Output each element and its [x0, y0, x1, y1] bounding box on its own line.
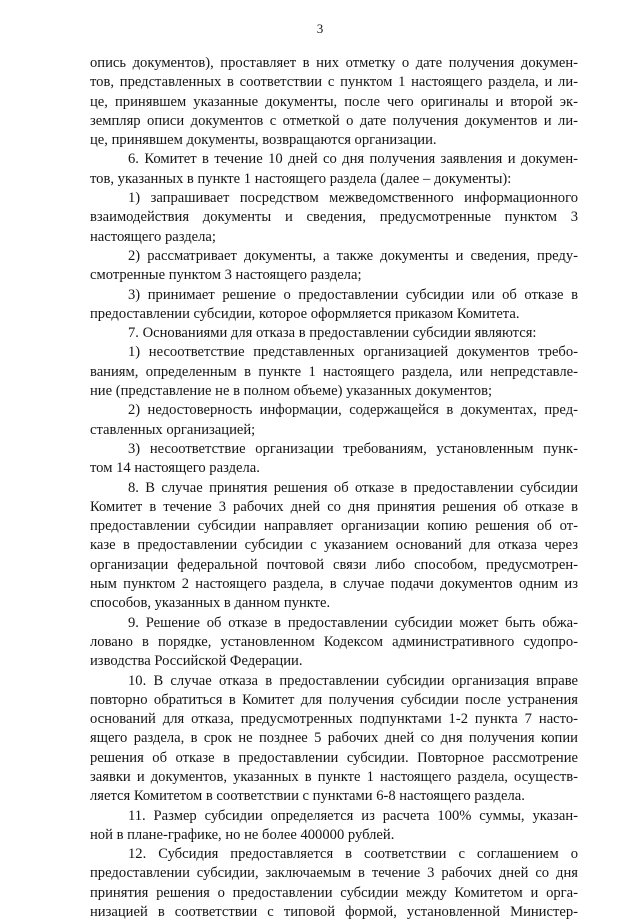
text-line: 7. Основаниями для отказа в предоставлении субсидии являются:: [128, 325, 537, 342]
paragraph: [90, 54, 578, 150]
page-number: 3: [316, 21, 324, 36]
paragraph: [90, 845, 578, 922]
text-line: тов, указанных в пункте 1 настоящего раздела (далее – документы):: [90, 170, 512, 187]
text-line: том 14 настоящего раздела.: [90, 460, 260, 477]
text-line: ставленных организацией;: [90, 421, 256, 438]
paragraph: [90, 807, 578, 846]
text-line: 1) запрашивает посредством межведомственного информационного: [128, 190, 578, 207]
text-line: ловано в порядке, установленном Кодексом административного судопро-: [90, 633, 578, 650]
text-line: взаимодействия документы и сведения, предусмотренные пунктом 3: [90, 209, 578, 226]
text-line: 1) несоответствие представленных организацией документов требо-: [128, 344, 578, 361]
text-line: ной в плане-графике, но не более 400000 рублей.: [90, 826, 395, 843]
text-line: 6. Комитет в течение 10 дней со дня получения заявления и докумен-: [128, 151, 578, 168]
text-line: ляется Комитетом в соответствии с пунктами 6-8 настоящего раздела.: [90, 788, 525, 805]
text-line: ваниям, определенным в пункте 1 настоящего раздела, или непредставле-: [90, 363, 578, 380]
text-line: 2) рассматривает документы, а также документы и сведения, преду-: [128, 247, 578, 264]
text-line: смотренные пунктом 3 настоящего раздела;: [90, 267, 362, 284]
text-line: низацией в соответствии с типовой формой, установленной Министер-: [90, 904, 578, 921]
paragraph: [90, 672, 578, 807]
text-line: 3) принимает решение о предоставлении субсидии или об отказе в: [128, 286, 578, 303]
text-line: 11. Размер субсидии определяется из расчета 100% суммы, указан-: [128, 807, 578, 824]
paragraph: [90, 247, 578, 286]
text-line: земпляр описи документов с отметкой о дате получения документов и ли-: [90, 112, 578, 129]
text-line: 10. В случае отказа в предоставлении субсидии организация вправе: [128, 672, 578, 689]
paragraph: [90, 614, 578, 672]
paragraph: [90, 189, 578, 247]
paragraph: [90, 440, 578, 479]
text-line: заявки и документов, указанных в пункте 1 настоящего раздела, осуществ-: [90, 768, 578, 785]
text-line: организации федеральной почтовой связи либо способом, предусмотрен-: [90, 556, 578, 573]
text-line: способов, указанных в данном пункте.: [90, 595, 331, 612]
paragraph: [90, 150, 578, 189]
text-line: 9. Решение об отказе в предоставлении субсидии может быть обжа-: [128, 614, 578, 631]
text-line: повторно обратиться в Комитет для получения субсидии после устранения: [90, 691, 578, 708]
text-line: тов, представленных в соответствии с пунктом 1 настоящего раздела, и ли-: [90, 74, 578, 91]
paragraph: [90, 343, 578, 401]
text-line: 12. Субсидия предоставляется в соответствии с соглашением о: [128, 846, 578, 863]
paragraph: [90, 479, 578, 614]
text-line: настоящего раздела;: [90, 228, 216, 245]
text-line: оснований для отказа, предусмотренных подпунктами 1-2 пункта 7 насто-: [90, 711, 578, 728]
text-line: це, принявшем указанные документы, после чего оригиналы и второй эк-: [90, 93, 578, 110]
text-line: ние (представление не в полном объеме) указанных документов;: [90, 383, 493, 400]
text-line: предоставлении субсидии, заключаемым в течение 3 рабочих дней со дня: [90, 865, 578, 882]
text-line: принятия решения о предоставлении субсидии между Комитетом и орга-: [90, 884, 578, 901]
text-line: Комитет в течение 3 рабочих дней со дня принятия решения об отказе в: [90, 498, 578, 515]
text-line: решения об отказе в предоставлении субсидии. Повторное рассмотрение: [90, 749, 578, 766]
text-line: опись документов), проставляет в них отметку о дате получения докумен-: [90, 55, 578, 71]
text-line: ящего раздела, в срок не позднее 5 рабочих дней со дня получения копии: [90, 730, 578, 747]
text-line: це, принявшем документы, возвращаются организации.: [90, 132, 437, 149]
text-line: казе в предоставлении субсидии с указанием оснований для отказа через: [90, 537, 578, 554]
text-line: 8. В случае принятия решения об отказе в предоставлении субсидии: [128, 479, 578, 496]
text-line: ным пунктом 2 настоящего раздела, в случае подачи документов одним из: [90, 576, 578, 593]
paragraph: [90, 286, 578, 325]
paragraph: [90, 324, 578, 343]
text-line: 2) недостоверность информации, содержащейся в документах, пред-: [128, 402, 578, 419]
text-line: 3) несоответствие организации требованиям, установленным пунк-: [128, 440, 578, 457]
text-line: предоставлении субсидии, которое оформляется приказом Комитета.: [90, 305, 520, 322]
text-line: изводства Российской Федерации.: [90, 653, 303, 670]
paragraph: [90, 401, 578, 440]
text-line: предоставлении субсидии направляет организации копию решения об от-: [90, 518, 578, 535]
document-body: [90, 54, 578, 922]
